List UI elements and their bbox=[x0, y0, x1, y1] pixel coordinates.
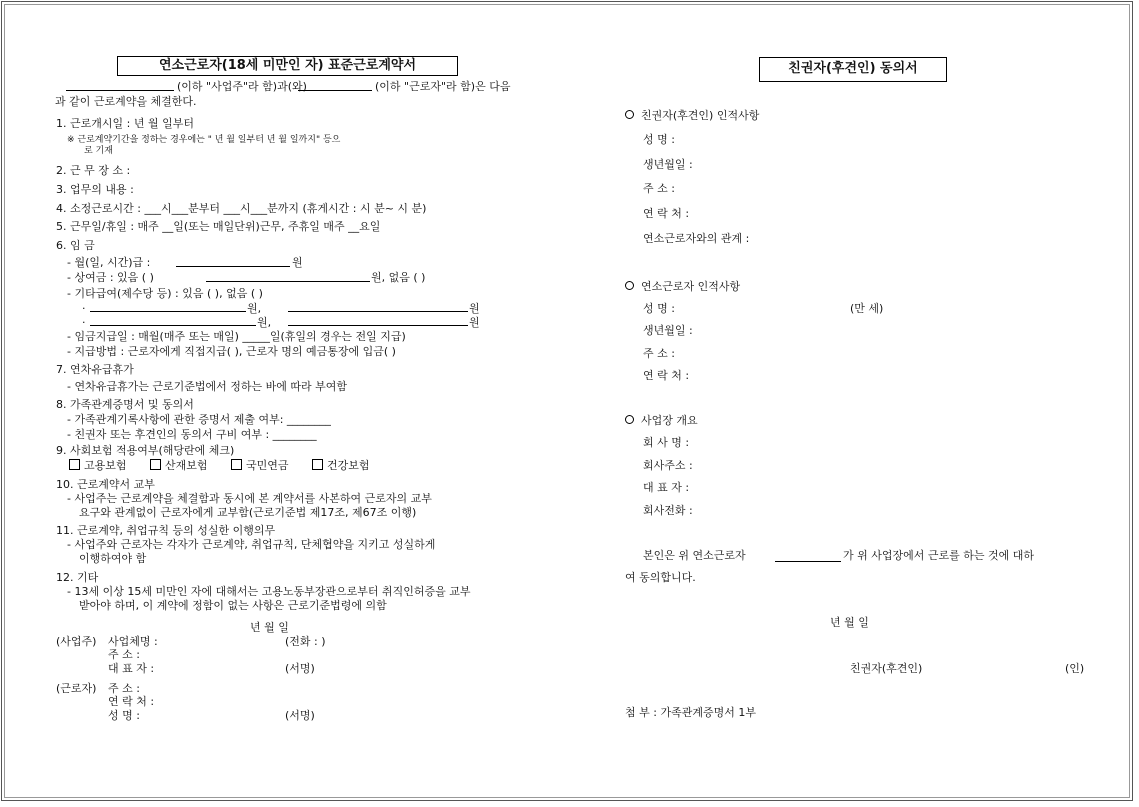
guardian-birth: 생년월일 : bbox=[643, 158, 693, 171]
item-workplace: 2. 근 무 장 소 : bbox=[56, 164, 131, 177]
wage-monthly-unit: 원 bbox=[292, 256, 303, 269]
insurance-employment bbox=[69, 459, 127, 472]
insurance-health bbox=[312, 459, 370, 472]
wage-monthly: - 월(일, 시간)급 : bbox=[67, 256, 151, 269]
checkbox-health[interactable] bbox=[312, 459, 323, 470]
employer-phone: (전화 : ) bbox=[285, 635, 326, 648]
family-cert-submit: - 가족관계기록사항에 관한 증명서 제출 여부: ________ bbox=[67, 413, 331, 426]
item-other: 12. 기타 bbox=[56, 571, 99, 584]
company-address: 회사주소 : bbox=[643, 459, 693, 472]
guardian-contact: 연 락 처 : bbox=[643, 207, 690, 220]
guardian-address: 주 소 : bbox=[643, 182, 675, 195]
item-contract-delivery: 10. 근로계약서 교부 bbox=[56, 478, 155, 491]
item-family-cert: 8. 가족관계증명서 및 동의서 bbox=[56, 398, 194, 411]
guardian-consent-check: - 친권자 또는 후견인의 동의서 구비 여부 : ________ bbox=[67, 428, 317, 441]
wage-other-bullet: · bbox=[82, 316, 86, 329]
consent-date: 년 월 일 bbox=[830, 616, 869, 629]
item-job-duties: 3. 업무의 내용 : bbox=[56, 183, 134, 196]
employer-representative: 대 표 자 : bbox=[108, 662, 155, 675]
wage-pay-day: - 임금지급일 : 매월(매주 또는 매일) _____일(휴일의 경우는 전일 지급) bbox=[67, 330, 406, 343]
minor-info-label: 연소근로자 인적사항 bbox=[641, 280, 741, 293]
minor-address: 주 소 : bbox=[643, 347, 675, 360]
worker-label: (근로자) bbox=[56, 682, 97, 695]
checkbox-industrial[interactable] bbox=[150, 459, 161, 470]
annual-leave-text: - 연차유급휴가는 근로기준법에서 정하는 바에 따라 부여함 bbox=[67, 380, 347, 393]
minor-info-heading bbox=[625, 280, 740, 293]
wage-other-unit: 원 bbox=[469, 316, 480, 329]
attachment: 첨 부 : 가족관계증명서 1부 bbox=[625, 706, 756, 719]
workplace-info-label: 사업장 개요 bbox=[641, 414, 698, 427]
employer-company: 사업체명 : bbox=[108, 635, 158, 648]
item-start-date-note2: 로 기재 bbox=[84, 146, 113, 156]
item-obligation: 11. 근로계약, 취업규칙 등의 성실한 이행의무 bbox=[56, 524, 276, 537]
consent-title: 친권자(후견인) 동의서 bbox=[759, 57, 947, 82]
other-text1: - 13세 이상 15세 미만인 자에 대해서는 고용노동부장관으로부터 취직인허증을 교부 bbox=[67, 585, 471, 598]
insurance-pension bbox=[231, 459, 289, 472]
employer-label: (사업주) bbox=[56, 635, 97, 648]
consent-statement-cont: 가 위 사업장에서 근로를 하는 것에 대하 bbox=[843, 549, 1034, 562]
minor-name: 성 명 : bbox=[643, 302, 675, 315]
wage-other: - 기타급여(제수당 등) : 있음 ( ), 없음 ( ) bbox=[67, 287, 263, 300]
minor-contact: 연 락 처 : bbox=[643, 369, 690, 382]
item-start-date: 1. 근로개시일 : 년 월 일부터 bbox=[56, 117, 194, 130]
guardian-signature-label: 친권자(후견인) bbox=[850, 662, 923, 675]
item-working-hours: 4. 소정근로시간 : ___시___분부터 ___시___분까지 (휴게시간 : 시 분~ 시 분) bbox=[56, 202, 427, 215]
guardian-info-heading bbox=[625, 109, 759, 122]
obligation-text1: - 사업주와 근로자는 각자가 근로계약, 취업규칙, 단체협약을 지키고 성실하게 bbox=[67, 538, 436, 551]
wage-other-unit: 원, bbox=[257, 316, 272, 329]
company-phone: 회사전화 : bbox=[643, 504, 693, 517]
guardian-info-label: 친권자(후견인) 인적사항 bbox=[641, 109, 760, 122]
guardian-relation: 연소근로자와의 관계 : bbox=[643, 232, 750, 245]
minor-birth: 생년월일 : bbox=[643, 324, 693, 337]
employer-signature: (서명) bbox=[285, 662, 315, 675]
guardian-seal: (인) bbox=[1065, 662, 1085, 675]
company-name: 회 사 명 : bbox=[643, 436, 690, 449]
insurance-industrial bbox=[150, 459, 208, 472]
minor-age: (만 세) bbox=[850, 302, 884, 315]
insurance-label: 건강보험 bbox=[327, 459, 370, 472]
wage-other-unit: 원, bbox=[247, 302, 262, 315]
insurance-label: 국민연금 bbox=[246, 459, 289, 472]
guardian-name: 성 명 : bbox=[643, 133, 675, 146]
insurance-label: 고용보험 bbox=[84, 459, 127, 472]
worker-contact: 연 락 처 : bbox=[108, 695, 155, 708]
wage-bonus: - 상여금 : 있음 ( ) bbox=[67, 271, 154, 284]
intro-worker: (이하 "근로자"라 함)은 다음 bbox=[375, 80, 511, 93]
wage-other-bullet: · bbox=[82, 302, 86, 315]
other-text2: 받아야 하며, 이 계약에 정함이 없는 사항은 근로기준법령에 의함 bbox=[79, 599, 387, 612]
wage-other-blank bbox=[288, 311, 468, 312]
consent-statement-end: 여 동의합니다. bbox=[625, 571, 696, 584]
employer-address: 주 소 : bbox=[108, 648, 140, 661]
wage-pay-method: - 지급방법 : 근로자에게 직접지급( ), 근로자 명의 예금통장에 입금( ) bbox=[67, 345, 396, 358]
checkbox-employment[interactable] bbox=[69, 459, 80, 470]
circle-bullet-icon bbox=[625, 110, 634, 119]
worker-name: 성 명 : bbox=[108, 709, 140, 722]
wage-monthly-blank bbox=[176, 266, 290, 267]
wage-other-blank bbox=[90, 325, 256, 326]
obligation-text2: 이행하여야 함 bbox=[79, 552, 147, 565]
company-representative: 대 표 자 : bbox=[643, 481, 690, 494]
item-annual-leave: 7. 연차유급휴가 bbox=[56, 363, 134, 376]
contract-delivery-text1: - 사업주는 근로계약을 체결함과 동시에 본 계약서를 사본하여 근로자의 교부 bbox=[67, 492, 432, 505]
circle-bullet-icon bbox=[625, 281, 634, 290]
insurance-label: 산재보험 bbox=[165, 459, 208, 472]
checkbox-pension[interactable] bbox=[231, 459, 242, 470]
wage-bonus-unit: 원, 없음 ( ) bbox=[371, 271, 426, 284]
item-workdays: 5. 근무일/휴일 : 매주 __일(또는 매일단위)근무, 주휴일 매주 __요일 bbox=[56, 220, 381, 233]
intro-line2: 과 같이 근로계약을 체결한다. bbox=[55, 95, 197, 108]
wage-other-blank bbox=[288, 325, 468, 326]
contract-delivery-text2: 요구와 관계없이 근로자에게 교부함(근로기준법 제17조, 제67조 이행) bbox=[79, 506, 417, 519]
minor-name-blank bbox=[775, 561, 841, 562]
item-wage: 6. 임 금 bbox=[56, 239, 95, 252]
consent-statement: 본인은 위 연소근로자 bbox=[643, 549, 746, 562]
contract-date: 년 월 일 bbox=[250, 621, 289, 634]
wage-other-unit: 원 bbox=[469, 302, 480, 315]
item-start-date-note: ※ 근로계약기간을 정하는 경우에는 " 년 월 일부터 년 월 일까지" 등으 bbox=[67, 135, 341, 145]
circle-bullet-icon bbox=[625, 415, 634, 424]
worker-signature: (서명) bbox=[285, 709, 315, 722]
wage-bonus-blank bbox=[206, 281, 370, 282]
item-social-insurance: 9. 사회보험 적용여부(해당란에 체크) bbox=[56, 444, 235, 457]
workplace-info-heading bbox=[625, 414, 698, 427]
worker-blank bbox=[298, 90, 372, 91]
worker-address: 주 소 : bbox=[108, 682, 140, 695]
contract-title: 연소근로자(18세 미만인 자) 표준근로계약서 bbox=[117, 56, 458, 76]
intro-employer: (이하 "사업주"라 함)과(와) bbox=[177, 80, 307, 93]
wage-other-blank bbox=[90, 311, 246, 312]
employer-blank bbox=[66, 90, 174, 91]
